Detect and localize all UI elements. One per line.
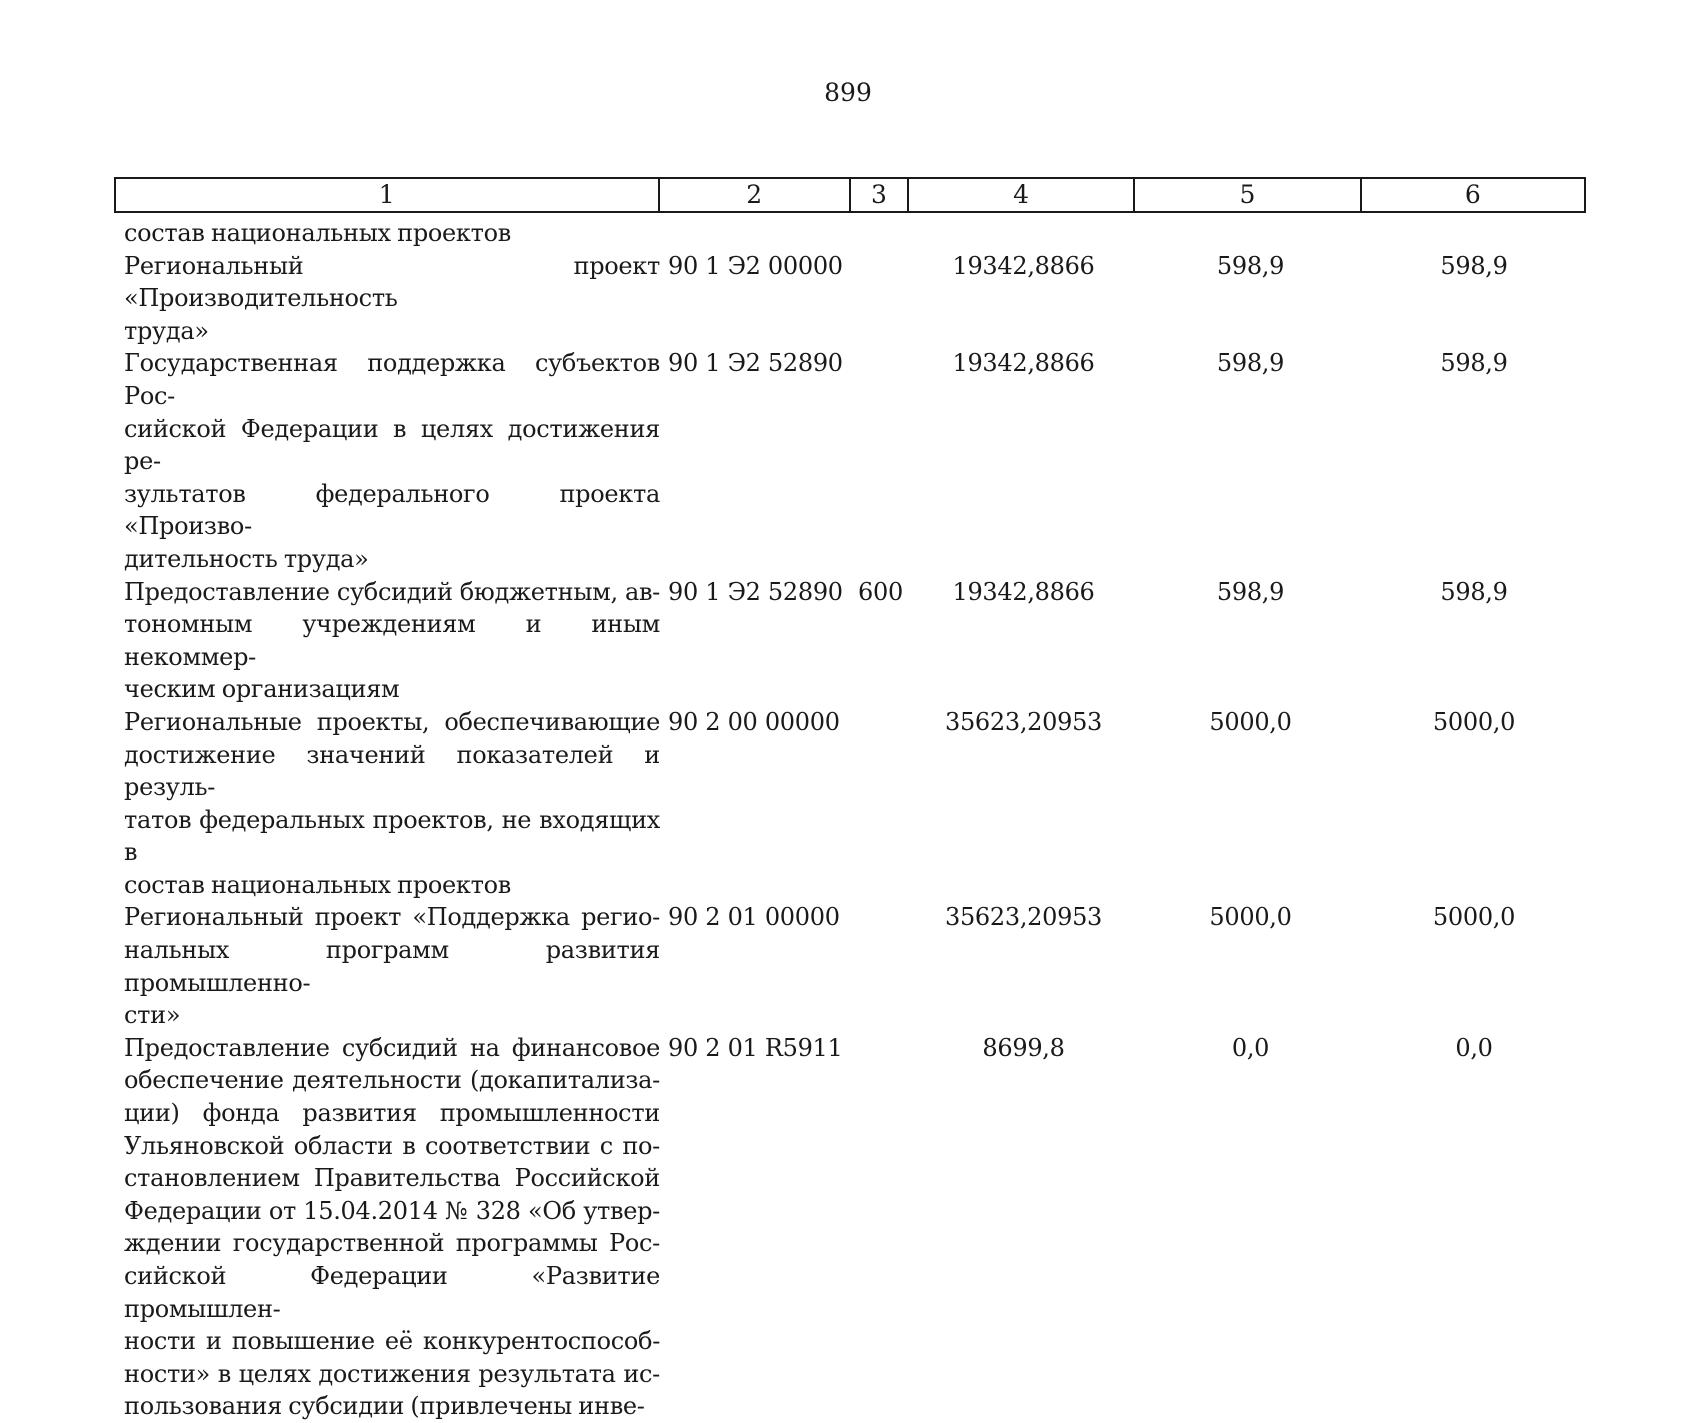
description-line: пользования субсидии (привлечены инве- — [124, 1392, 645, 1421]
row-value-col6: 5000,0 — [1432, 707, 1516, 736]
description-line: татов федеральных проектов, не входящих в — [124, 805, 660, 867]
description-line: нальных программ развития промышленно- — [124, 936, 660, 997]
row-description — [124, 217, 660, 250]
row-value-col6: 598,9 — [1440, 349, 1508, 378]
row-code: 90 1 Э2 52890 — [668, 577, 843, 606]
header-col-3: 3 — [851, 179, 909, 211]
row-value-col5: 5000,0 — [1209, 707, 1292, 736]
description-line: Региональный проект «Производительность — [124, 251, 660, 313]
description-line: Ульяновской области в соответствии с по- — [124, 1131, 660, 1160]
table-row — [124, 217, 1586, 250]
description-line: ности» в целях достижения результата ис- — [124, 1359, 660, 1388]
description-line: Государственная поддержка субъектов Рос- — [124, 349, 660, 410]
row-value-col4: 19342,8866 — [952, 577, 1095, 606]
row-value-col5: 598,9 — [1216, 577, 1285, 606]
description-line: ческим организациям — [124, 675, 400, 704]
row-description — [124, 901, 660, 1031]
row-value-col6: 598,9 — [1440, 577, 1508, 606]
description-line: Предоставление субсидий на финансовое — [124, 1033, 660, 1062]
description-line: ждении государственной программы Рос- — [124, 1229, 660, 1258]
row-description — [124, 1032, 660, 1423]
row-description — [124, 250, 660, 348]
table-row — [124, 347, 1586, 575]
table-header — [114, 177, 1586, 213]
description-line: сийской Федерации «Развитие промышлен- — [124, 1262, 660, 1323]
table-row — [124, 250, 1586, 348]
row-code: 90 1 Э2 00000 — [668, 251, 843, 280]
description-line: труда» — [124, 316, 209, 345]
header-col-5: 5 — [1135, 179, 1361, 211]
row-description — [124, 347, 660, 575]
row-code: 90 1 Э2 52890 — [668, 349, 843, 378]
row-value-col4: 8699,8 — [982, 1033, 1065, 1062]
header-col-4: 4 — [909, 179, 1135, 211]
row-value-col6: 0,0 — [1455, 1033, 1493, 1062]
row-code: 90 2 01 R5911 — [668, 1033, 843, 1062]
row-code: 90 2 00 00000 — [668, 707, 840, 736]
description-line: ности и повышение её конкурентоспособ- — [124, 1327, 660, 1356]
row-value-col4: 35623,20953 — [944, 707, 1103, 736]
table-row — [124, 706, 1586, 902]
description-line: ции) фонда развития промышленности — [124, 1099, 660, 1128]
row-description — [124, 576, 660, 706]
description-line: достижение значений показателей и резуль- — [124, 740, 660, 802]
description-line: Региональный проект «Поддержка регио- — [124, 903, 660, 932]
row-value-col4: 19342,8866 — [952, 251, 1095, 280]
description-line: становлением Правительства Российской — [124, 1164, 660, 1193]
row-description — [124, 706, 660, 902]
description-line: состав национальных проектов — [124, 219, 511, 247]
row-expense-type: 600 — [858, 577, 903, 606]
row-value-col5: 598,9 — [1216, 251, 1285, 280]
description-line: обеспечение деятельности (докапитализа- — [124, 1066, 660, 1095]
row-value-col4: 35623,20953 — [944, 903, 1103, 932]
description-line: сти» — [124, 1001, 181, 1030]
row-value-col5: 5000,0 — [1209, 903, 1292, 932]
table-row — [124, 1032, 1586, 1423]
page-number: 899 — [824, 78, 872, 107]
description-line: дительность труда» — [124, 544, 369, 573]
row-value-col6: 5000,0 — [1432, 903, 1516, 932]
description-line: зультатов федерального проекта «Произво- — [124, 479, 660, 541]
row-value-col5: 0,0 — [1231, 1033, 1270, 1062]
description-line: Федерации от 15.04.2014 № 328 «Об утвер- — [124, 1196, 660, 1225]
table-body — [124, 217, 1586, 1423]
description-line: сийской Федерации в целях достижения ре- — [124, 414, 660, 476]
header-col-1: 1 — [116, 179, 660, 211]
description-line: тономным учреждениям и иным некоммер- — [124, 610, 660, 671]
row-value-col6: 598,9 — [1440, 251, 1508, 280]
description-line: состав национальных проектов — [124, 870, 511, 899]
description-line: Предоставление субсидий бюджетным, ав- — [124, 577, 660, 606]
table-row — [124, 901, 1586, 1031]
row-value-col4: 19342,8866 — [952, 349, 1095, 378]
header-col-6: 6 — [1464, 180, 1481, 209]
row-code: 90 2 01 00000 — [668, 903, 840, 932]
row-value-col5: 598,9 — [1216, 349, 1285, 378]
description-line: Региональные проекты, обеспечивающие — [124, 707, 660, 736]
header-col-2: 2 — [660, 179, 851, 211]
table-row — [124, 576, 1586, 706]
